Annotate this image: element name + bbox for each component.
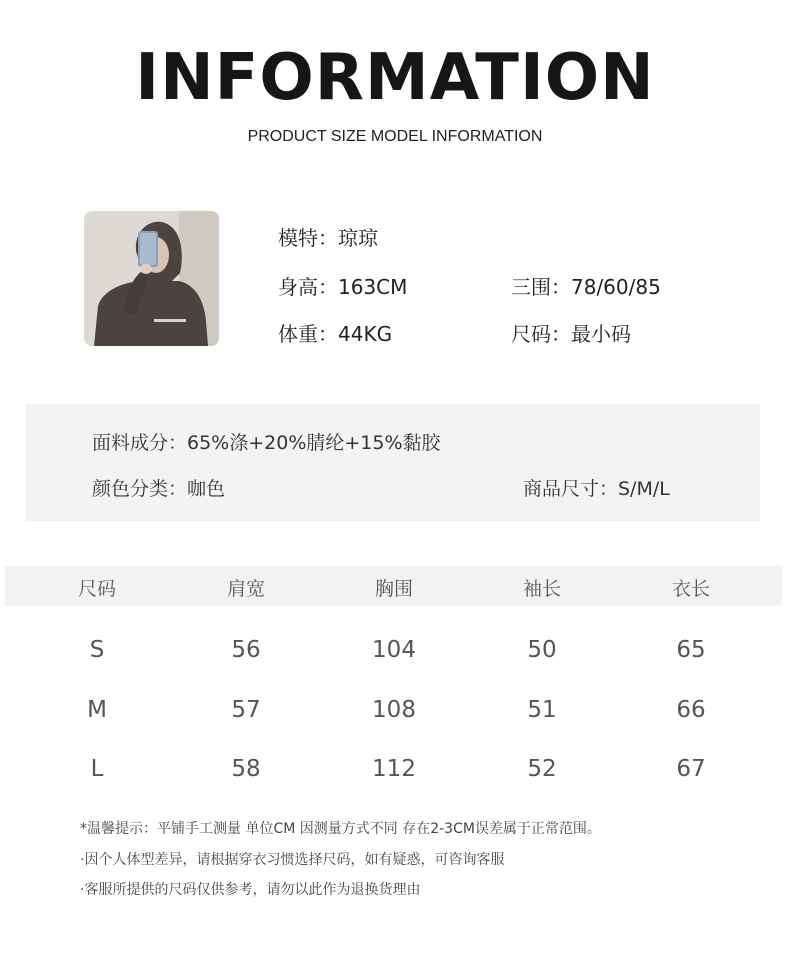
page-subtitle: PRODUCT SIZE MODEL INFORMATION [247, 128, 543, 145]
size-label-cell: L [90, 756, 104, 782]
model-size: 尺码：最小码 [511, 322, 631, 346]
model-height: 身高：163CM [278, 275, 408, 299]
size-value-cell: 51 [527, 697, 557, 723]
size-value-cell: 65 [676, 637, 706, 663]
size-value-cell: 66 [676, 697, 706, 723]
size-table-column-header: 衣长 [671, 578, 710, 600]
size-value-cell: 56 [231, 637, 261, 663]
size-value-cell: 52 [527, 756, 557, 782]
model-photo [84, 211, 219, 346]
size-table-column-header: 尺码 [77, 578, 116, 600]
note-tip: *温馨提示：平铺手工测量 单位CM 因测量方式不同 存在2-3CM误差属于正常范围。 [80, 821, 601, 837]
size-value-cell: 104 [372, 637, 416, 663]
note-reference: ·客服所提供的尺码仅供参考，请勿以此作为退换货理由 [80, 882, 421, 898]
size-label-cell: M [87, 697, 107, 723]
page-title: INFORMATION [135, 41, 655, 115]
size-table-column-header: 袖长 [522, 578, 561, 600]
size-value-cell: 57 [231, 697, 261, 723]
note-body-type: ·因个人体型差异，请根据穿衣习惯选择尺码，如有疑惑，可咨询客服 [80, 852, 505, 868]
fabric-composition: 面料成分：65%涤+20%腈纶+15%黏胶 [92, 432, 441, 454]
size-label-cell: S [89, 637, 105, 663]
model-weight: 体重：44KG [278, 322, 393, 346]
size-table-column-header: 胸围 [374, 578, 413, 600]
size-value-cell: 58 [231, 756, 261, 782]
color-category: 颜色分类：咖色 [92, 478, 226, 500]
size-value-cell: 112 [372, 756, 416, 782]
model-measurements: 三围：78/60/85 [511, 275, 661, 299]
size-value-cell: 108 [372, 697, 416, 723]
size-table-column-header: 肩宽 [226, 578, 265, 600]
model-name: 模特：琼琼 [278, 226, 378, 250]
product-sizes: 商品尺寸：S/M/L [523, 478, 670, 500]
size-value-cell: 67 [676, 756, 706, 782]
product-details-panel [26, 404, 760, 521]
size-value-cell: 50 [527, 637, 557, 663]
model-hoodie-image [84, 211, 219, 346]
